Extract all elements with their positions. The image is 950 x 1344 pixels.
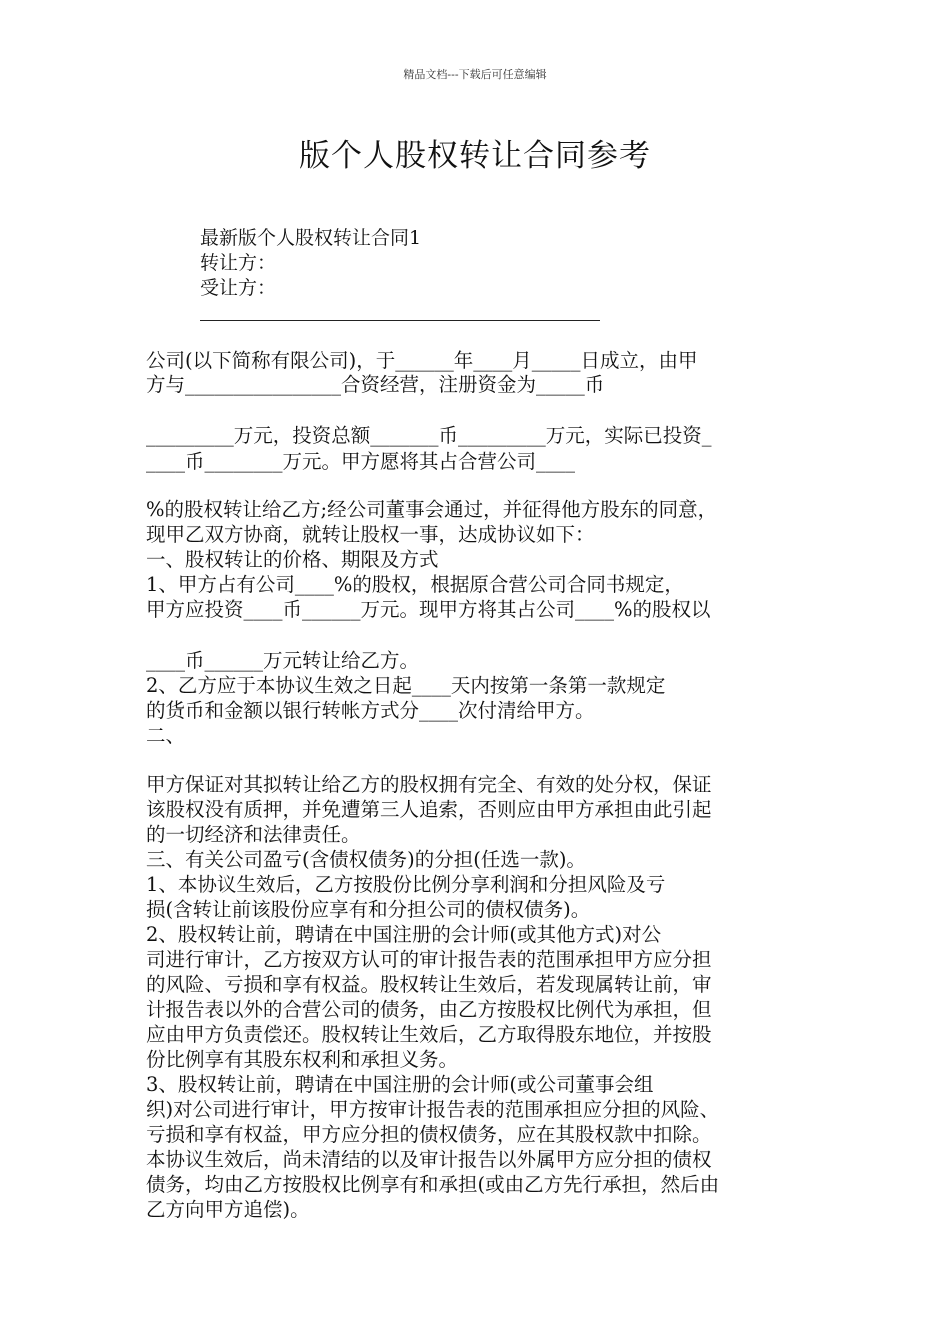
body-line: 2、乙方应于本协议生效之日起____天内按第一条第一款规定 <box>146 674 666 697</box>
header-note: 精品文档---下载后可任意编辑 <box>403 68 547 81</box>
intro-block <box>200 226 421 301</box>
body-line: 债务，均由乙方按股权比例享有和承担(或由乙方先行承担，然后由 <box>146 1173 720 1196</box>
transferee-label: 受让方： <box>200 277 277 299</box>
transferor-label: 转让方： <box>200 252 277 274</box>
body-line: 的一切经济和法律责任。 <box>146 823 361 846</box>
body-line: 公司(以下简称有限公司)，于______年____月_____日成立，由甲 <box>146 349 698 372</box>
body-line: 三、有关公司盈亏(含债权债务)的分担(任选一款)。 <box>146 848 586 871</box>
body-line: 本协议生效后，尚未清结的以及审计报告以外属甲方应分担的债权 <box>146 1148 712 1171</box>
body-line: 织)对公司进行审计，甲方按审计报告表的范围承担应分担的风险、 <box>146 1098 720 1121</box>
body-line: ____币________万元。甲方愿将其占合营公司____ <box>146 450 576 473</box>
body-line: 1、甲方占有公司____%的股权，根据原合营公司合同书规定， <box>146 573 684 596</box>
body-line: %的股权转让给乙方;经公司董事会通过，并征得他方股东的同意， <box>146 498 718 521</box>
body-line: 方与________________合资经营，注册资金为_____币 <box>146 373 605 396</box>
body-line: 3、股权转让前，聘请在中国注册的会计师(或公司董事会组 <box>146 1073 654 1096</box>
body-line: 2、股权转让前，聘请在中国注册的会计师(或其他方式)对公 <box>146 923 662 946</box>
body-line: 乙方向甲方追偿)。 <box>146 1198 310 1221</box>
body-line: 的货币和金额以银行转帐方式分____次付清给甲方。 <box>146 699 595 722</box>
body-line: 该股权没有质押，并免遭第三人追索，否则应由甲方承担由此引起 <box>146 798 712 821</box>
body-line: 一、股权转让的价格、期限及方式 <box>146 548 439 571</box>
document-title: 版个人股权转让合同参考 <box>299 138 651 174</box>
body-line: 应由甲方负责偿还。股权转让生效后，乙方取得股东地位，并按股 <box>146 1023 712 1046</box>
body-line: 计报告表以外的合营公司的债务，由乙方按股权比例代为承担，但 <box>146 998 712 1021</box>
body-line: 甲方应投资____币______万元。现甲方将其占公司____%的股权以 <box>146 598 711 621</box>
contract-subtitle: 最新版个人股权转让合同1 <box>200 227 422 249</box>
body-line: 份比例享有其股东权利和承担义务。 <box>146 1048 459 1071</box>
body-line: 二、 <box>146 724 186 747</box>
body-line: 亏损和享有权益，甲方应分担的债权债务，应在其股权款中扣除。 <box>146 1123 712 1146</box>
body-line: 1、本协议生效后，乙方按股份比例分享利润和分担风险及亏 <box>146 873 666 896</box>
body-line: 甲方保证对其拟转让给乙方的股权拥有完全、有效的处分权，保证 <box>146 773 712 796</box>
body-line: 现甲乙双方协商，就转让股权一事，达成协议如下： <box>146 523 595 546</box>
body-line: 司进行审计，乙方按双方认可的审计报告表的范围承担甲方应分担 <box>146 948 712 971</box>
body-line: 的风险、亏损和享有权益。股权转让生效后，若发现属转让前，审 <box>146 973 712 996</box>
body-line: ____币______万元转让给乙方。 <box>146 649 420 672</box>
signature-rule <box>200 320 600 321</box>
body-line: _________万元，投资总额_______币_________万元，实际已投资_ <box>146 424 712 447</box>
body-line: 损(含转让前该股份应享有和分担公司的债权债务)。 <box>146 898 591 921</box>
